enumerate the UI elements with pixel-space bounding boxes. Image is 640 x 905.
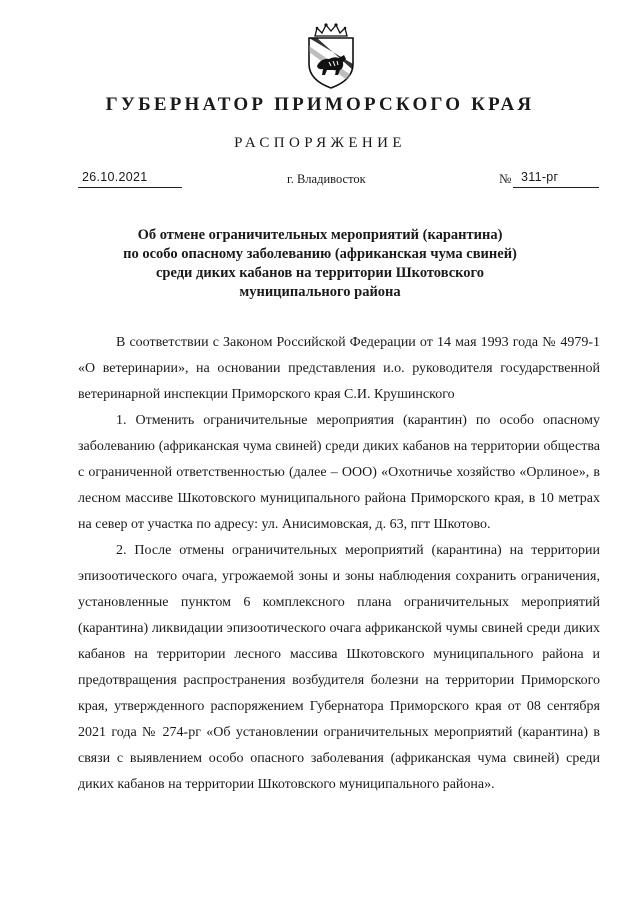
document-city: г. Владивосток	[287, 172, 366, 186]
item-1-paragraph: 1. Отменить ограничительные мероприятия (карантин) по особо опасному заболеванию (африканская чума свиней) среди диких кабанов на территории общества с ограниченной ответственностью (далее – ООО) «Охотничье хозяйство «Орлиное», в лесном массиве Шкотовского муниципального района Приморского края, в 10 метрах на север от участка по адресу: ул. Анисимовская, д. 63, пгт Шкотово.	[78, 413, 600, 532]
document-subject	[60, 226, 580, 302]
number-underline	[513, 187, 599, 188]
preamble-paragraph: В соответствии с Законом Российской Федерации от 14 мая 1993 года № 4979-1 «О ветеринарии», на основании представления и.о. руководителя государственной ветеринарной инспекции Приморского края С.И. Крушинского	[78, 335, 600, 402]
document-body	[78, 330, 600, 798]
document-number: 311-рг	[521, 170, 559, 184]
subject-line: по особо опасному заболеванию (африканская чума свиней)	[123, 246, 517, 262]
document-date: 26.10.2021	[82, 170, 148, 184]
subject-line: муниципального района	[239, 284, 401, 300]
subject-line: среди диких кабанов на территории Шкотовского	[155, 265, 485, 281]
number-sign: №	[499, 171, 512, 186]
subject-line: Об отмене ограничительных мероприятий (карантина)	[137, 227, 503, 243]
item-2-paragraph: 2. После отмены ограничительных мероприятий (карантина) на территории эпизоотического очага, угрожаемой зоны и зоны наблюдения сохранить ограничения, установленные пунктом 6 комплексного плана ограничительных мероприятий (карантина) ликвидации эпизоотического очага африканской чумы свиней среди диких кабанов на территории лесного массива Шкотовского муниципального района и предотвращения распространения возбудителя болезни на территории Приморского края, утвержденного распоряжением Губернатора Приморского края от 08 сентября 2021 года № 274-рг «Об установлении ограничительных мероприятий (карантина) в связи с выявлением особо опасного заболевания (африканская чума свиней) среди диких кабанов на территории Шкотовского муниципального района».	[78, 543, 600, 792]
governor-title: ГУБЕРНАТОР ПРИМОРСКОГО КРАЯ	[105, 94, 535, 115]
document-type: РАСПОРЯЖЕНИЕ	[234, 135, 406, 151]
coat-of-arms-icon	[303, 22, 359, 90]
date-underline	[78, 187, 182, 188]
